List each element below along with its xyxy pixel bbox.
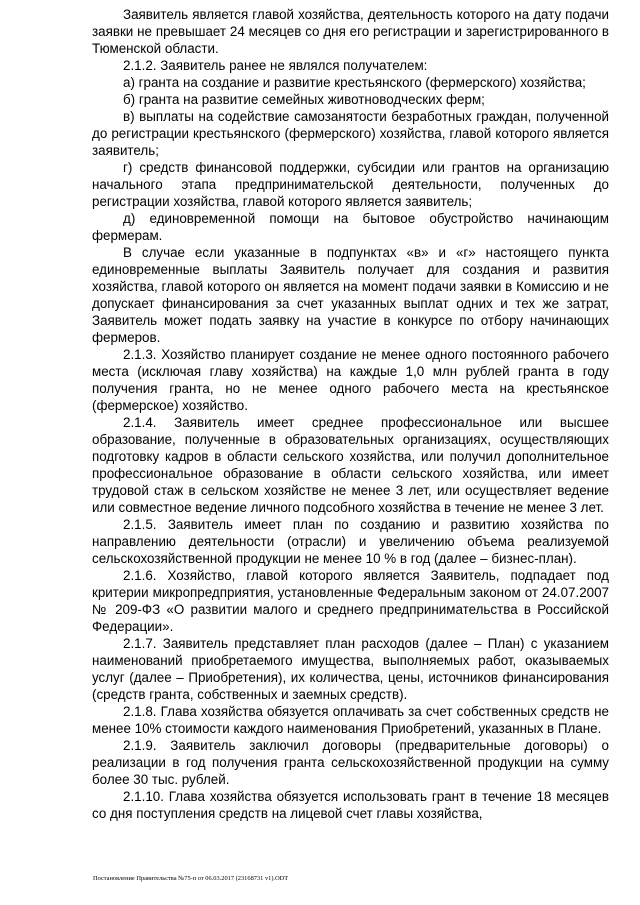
paragraph: В случае если указанные в подпунктах «в» и «г» настоящего пункта единовременные выплаты Заявитель получает для создания и развития хозяйства, главой которого он является на момент подачи заявки в Комиссию и не допускает финансирования за счет указанных выплат одних и тех же затрат, Заявитель может подать заявку на участие в конкурсе по отбору начинающих фермеров. [92, 245, 609, 345]
paragraph: 2.1.5. Заявитель имеет план по созданию и развитию хозяйства по направлению деятельности (отрасли) и увеличению объема реализуемой сельскохозяйственной продукции не менее 10 % в год (далее – бизнес-план). [92, 517, 609, 566]
document-body [92, 6, 609, 822]
paragraph: б) гранта на развитие семейных животноводческих ферм; [123, 92, 485, 107]
paragraph: Заявитель является главой хозяйства, деятельность которого на дату подачи заявки не превышает 24 месяцев со дня его регистрации и зарегистрированного в Тюменской области. [92, 7, 609, 56]
paragraph: а) гранта на создание и развитие крестьянского (фермерского) хозяйства; [123, 75, 586, 90]
paragraph: в) выплаты на содействие самозанятости безработных граждан, полученной до регистрации крестьянского (фермерского) хозяйства, главой которого является заявитель; [92, 109, 609, 158]
paragraph: 2.1.2. Заявитель ранее не являлся получателем: [123, 58, 428, 73]
paragraph: 2.1.4. Заявитель имеет среднее профессиональное или высшее образование, полученные в образовательных организациях, осуществляющих подготовку кадров в области сельского хозяйства, или получил дополнительное профессиональное образование в области сельского хозяйства, или имеет трудовой стаж в сельском хозяйстве не менее 3 лет, или осуществляет ведение или совместное ведение личного подсобного хозяйства в течение не менее 3 лет. [92, 415, 609, 515]
paragraph: 2.1.7. Заявитель представляет план расходов (далее – План) с указанием наименований приобретаемого имущества, выполняемых работ, оказываемых услуг (далее – Приобретения), их количества, цены, источников финансирования (средств гранта, собственных и заемных средств). [92, 636, 609, 702]
paragraph: 2.1.9. Заявитель заключил договоры (предварительные договоры) о реализации в год получения гранта сельскохозяйственной продукции на сумму более 30 тыс. рублей. [92, 738, 609, 787]
paragraph: 2.1.3. Хозяйство планирует создание не менее одного постоянного рабочего места (исключая главу хозяйства) на каждые 1,0 млн рублей гранта в году получения гранта, но не менее одного рабочего места на крестьянское (фермерское) хозяйство. [92, 347, 609, 413]
paragraph: д) единовременной помощи на бытовое обустройство начинающим фермерам. [92, 211, 609, 243]
paragraph: 2.1.6. Хозяйство, главой которого является Заявитель, подпадает под критерии микропредприятия, установленные Федеральным законом от 24.07.2007 № 209-ФЗ «О развитии малого и среднего предпринимательства в Российской Федерации». [92, 568, 609, 634]
paragraph: 2.1.8. Глава хозяйства обязуется оплачивать за счет собственных средств не менее 10% стоимости каждого наименования Приобретений, указанных в Плане. [92, 704, 609, 736]
page-footer: Постановление Правительства №75-п от 06.03.2017 (23168731 v1).ODT [93, 875, 289, 882]
paragraph: г) средств финансовой поддержки, субсидии или грантов на организацию начального этапа предпринимательской деятельности, полученных до регистрации хозяйства, главой которого является заявитель; [92, 160, 609, 209]
paragraph: 2.1.10. Глава хозяйства обязуется использовать грант в течение 18 месяцев со дня поступления средств на лицевой счет главы хозяйства, [92, 789, 609, 821]
